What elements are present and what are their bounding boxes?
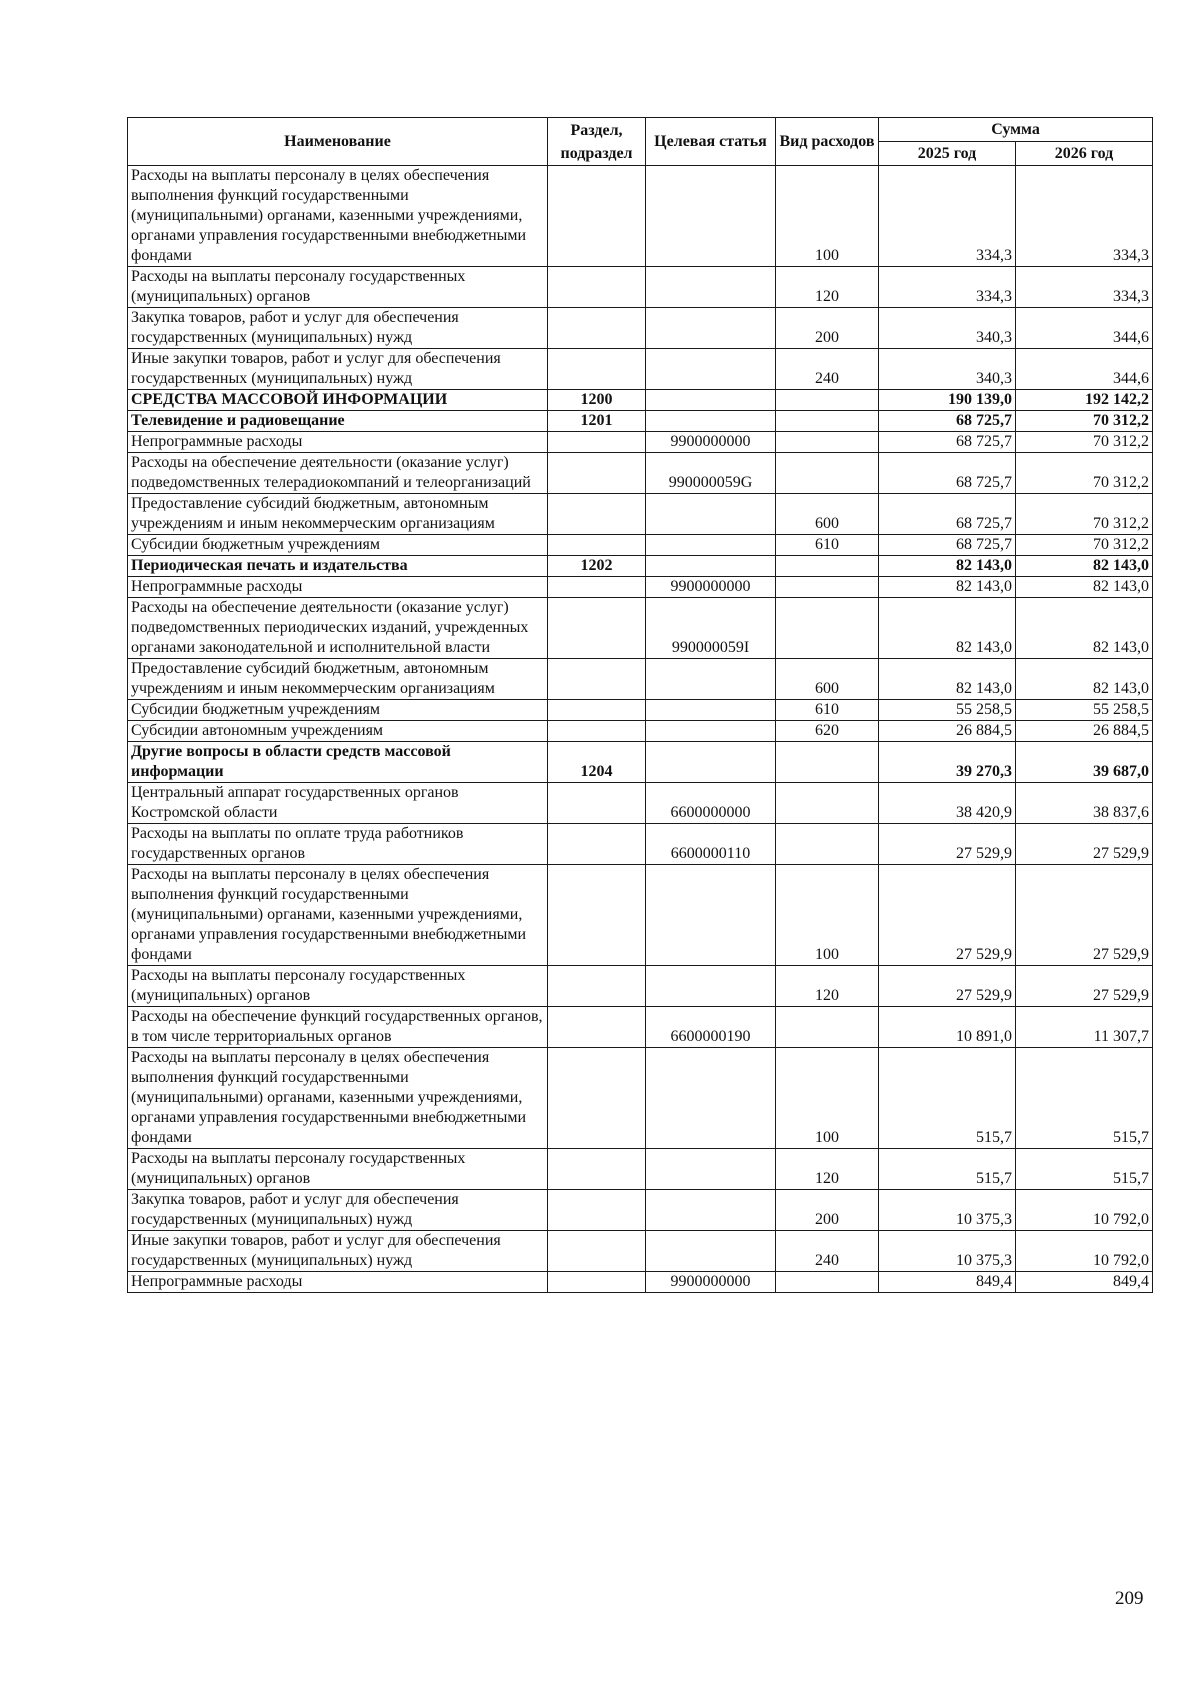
cell-target: 6600000000 — [646, 783, 776, 824]
cell-type — [776, 598, 879, 659]
cell-2025: 27 529,9 — [879, 966, 1016, 1007]
header-name: Наименование — [128, 118, 548, 166]
cell-section — [548, 1149, 646, 1190]
cell-section — [548, 783, 646, 824]
cell-name: Расходы на выплаты персоналу в целях обеспечения выполнения функций государственными (муниципальными) органами, казенными учреждениями, органами управления государственными внебюджетными фондами — [128, 166, 548, 267]
cell-2026: 70 312,2 — [1016, 494, 1153, 535]
cell-2026: 39 687,0 — [1016, 742, 1153, 783]
header-year-2025: 2025 год — [879, 142, 1016, 166]
cell-section — [548, 721, 646, 742]
cell-target — [646, 390, 776, 411]
cell-section — [548, 1190, 646, 1231]
table-row — [128, 494, 1153, 535]
cell-type: 600 — [776, 494, 879, 535]
cell-type: 610 — [776, 535, 879, 556]
cell-section — [548, 659, 646, 700]
cell-2026: 10 792,0 — [1016, 1231, 1153, 1272]
cell-type: 200 — [776, 1190, 879, 1231]
table-row — [128, 966, 1153, 1007]
cell-type: 240 — [776, 349, 879, 390]
cell-section: 1204 — [548, 742, 646, 783]
cell-section: 1201 — [548, 411, 646, 432]
table-row — [128, 453, 1153, 494]
cell-type: 200 — [776, 308, 879, 349]
cell-type: 610 — [776, 700, 879, 721]
cell-type — [776, 556, 879, 577]
cell-2025: 340,3 — [879, 308, 1016, 349]
cell-2025: 515,7 — [879, 1149, 1016, 1190]
cell-name: Непрограммные расходы — [128, 577, 548, 598]
cell-2025: 38 420,9 — [879, 783, 1016, 824]
cell-type: 620 — [776, 721, 879, 742]
cell-2025: 55 258,5 — [879, 700, 1016, 721]
cell-2025: 10 375,3 — [879, 1231, 1016, 1272]
cell-target — [646, 966, 776, 1007]
cell-2026: 82 143,0 — [1016, 577, 1153, 598]
table-row — [128, 1007, 1153, 1048]
header-year-2026: 2026 год — [1016, 142, 1153, 166]
cell-2025: 82 143,0 — [879, 598, 1016, 659]
cell-2025: 68 725,7 — [879, 411, 1016, 432]
cell-target — [646, 556, 776, 577]
cell-2026: 55 258,5 — [1016, 700, 1153, 721]
cell-2025: 68 725,7 — [879, 494, 1016, 535]
cell-name: Расходы на выплаты персоналу в целях обеспечения выполнения функций государственными (муниципальными) органами, казенными учреждениями, органами управления государственными внебюджетными фондами — [128, 865, 548, 966]
cell-name: Закупка товаров, работ и услуг для обеспечения государственных (муниципальных) нужд — [128, 308, 548, 349]
cell-name: Субсидии бюджетным учреждениям — [128, 535, 548, 556]
cell-2026: 70 312,2 — [1016, 411, 1153, 432]
cell-2026: 82 143,0 — [1016, 598, 1153, 659]
header-sum: Сумма — [879, 118, 1153, 142]
cell-2025: 26 884,5 — [879, 721, 1016, 742]
table-row — [128, 1190, 1153, 1231]
cell-type: 100 — [776, 1048, 879, 1149]
cell-type — [776, 432, 879, 453]
cell-2025: 10 375,3 — [879, 1190, 1016, 1231]
cell-target — [646, 1149, 776, 1190]
cell-name: Предоставление субсидий бюджетным, автономным учреждениям и иным некоммерческим организациям — [128, 659, 548, 700]
cell-section — [548, 432, 646, 453]
cell-2025: 849,4 — [879, 1272, 1016, 1293]
cell-target — [646, 166, 776, 267]
cell-2025: 334,3 — [879, 166, 1016, 267]
cell-2026: 192 142,2 — [1016, 390, 1153, 411]
cell-2025: 68 725,7 — [879, 535, 1016, 556]
cell-section — [548, 577, 646, 598]
table-row — [128, 1048, 1153, 1149]
cell-name: Непрограммные расходы — [128, 432, 548, 453]
cell-type — [776, 411, 879, 432]
cell-section — [548, 535, 646, 556]
table-row — [128, 308, 1153, 349]
cell-type: 240 — [776, 1231, 879, 1272]
cell-2026: 27 529,9 — [1016, 966, 1153, 1007]
cell-name: Центральный аппарат государственных органов Костромской области — [128, 783, 548, 824]
cell-section — [548, 1231, 646, 1272]
cell-2025: 10 891,0 — [879, 1007, 1016, 1048]
cell-name: Субсидии автономным учреждениям — [128, 721, 548, 742]
table-row — [128, 556, 1153, 577]
cell-section: 1200 — [548, 390, 646, 411]
cell-2026: 334,3 — [1016, 166, 1153, 267]
cell-section — [548, 308, 646, 349]
table-row — [128, 659, 1153, 700]
cell-target — [646, 1231, 776, 1272]
cell-target — [646, 411, 776, 432]
cell-2026: 10 792,0 — [1016, 1190, 1153, 1231]
cell-name: Расходы на выплаты персоналу в целях обеспечения выполнения функций государственными (муниципальными) органами, казенными учреждениями, органами управления государственными внебюджетными фондами — [128, 1048, 548, 1149]
header-target: Целевая статья — [646, 118, 776, 166]
cell-2025: 27 529,9 — [879, 865, 1016, 966]
header-type: Вид расходов — [776, 118, 879, 166]
table-row — [128, 700, 1153, 721]
cell-2026: 515,7 — [1016, 1149, 1153, 1190]
cell-name: Закупка товаров, работ и услуг для обеспечения государственных (муниципальных) нужд — [128, 1190, 548, 1231]
cell-target — [646, 659, 776, 700]
cell-name: Субсидии бюджетным учреждениям — [128, 700, 548, 721]
cell-name: Другие вопросы в области средств массовой информации — [128, 742, 548, 783]
cell-2026: 27 529,9 — [1016, 824, 1153, 865]
cell-name: Расходы на обеспечение функций государственных органов, в том числе территориальных органов — [128, 1007, 548, 1048]
table-row — [128, 598, 1153, 659]
cell-name: Расходы на обеспечение деятельности (оказание услуг) подведомственных телерадиокомпаний и телеорганизаций — [128, 453, 548, 494]
cell-section — [548, 824, 646, 865]
cell-section — [548, 966, 646, 1007]
cell-2026: 38 837,6 — [1016, 783, 1153, 824]
cell-type: 100 — [776, 865, 879, 966]
cell-2025: 82 143,0 — [879, 556, 1016, 577]
cell-type — [776, 1272, 879, 1293]
cell-section — [548, 1272, 646, 1293]
cell-2025: 82 143,0 — [879, 659, 1016, 700]
cell-2025: 190 139,0 — [879, 390, 1016, 411]
cell-type — [776, 742, 879, 783]
cell-type — [776, 453, 879, 494]
table-body — [128, 166, 1153, 1293]
table-row — [128, 432, 1153, 453]
cell-name: Иные закупки товаров, работ и услуг для обеспечения государственных (муниципальных) нужд — [128, 1231, 548, 1272]
cell-type: 600 — [776, 659, 879, 700]
cell-name: Непрограммные расходы — [128, 1272, 548, 1293]
cell-2026: 515,7 — [1016, 1048, 1153, 1149]
cell-type: 120 — [776, 1149, 879, 1190]
cell-name: Расходы на обеспечение деятельности (оказание услуг) подведомственных периодических изданий, учрежденных органами законодательной и исполнительной власти — [128, 598, 548, 659]
table-header — [128, 118, 1153, 166]
cell-name: Телевидение и радиовещание — [128, 411, 548, 432]
cell-section: 1202 — [548, 556, 646, 577]
cell-name: Иные закупки товаров, работ и услуг для обеспечения государственных (муниципальных) нужд — [128, 349, 548, 390]
header-section: Раздел, подраздел — [548, 118, 646, 166]
cell-target: 990000059G — [646, 453, 776, 494]
cell-2026: 27 529,9 — [1016, 865, 1153, 966]
cell-section — [548, 598, 646, 659]
table-row — [128, 535, 1153, 556]
cell-target: 990000059I — [646, 598, 776, 659]
cell-name: Расходы на выплаты персоналу государственных (муниципальных) органов — [128, 1149, 548, 1190]
cell-2025: 82 143,0 — [879, 577, 1016, 598]
cell-2025: 39 270,3 — [879, 742, 1016, 783]
cell-target: 6600000190 — [646, 1007, 776, 1048]
cell-2026: 82 143,0 — [1016, 556, 1153, 577]
cell-target — [646, 1048, 776, 1149]
cell-type: 120 — [776, 966, 879, 1007]
cell-section — [548, 1048, 646, 1149]
table-row — [128, 824, 1153, 865]
cell-target: 9900000000 — [646, 1272, 776, 1293]
cell-target — [646, 742, 776, 783]
cell-target — [646, 308, 776, 349]
table-row — [128, 1149, 1153, 1190]
cell-target — [646, 494, 776, 535]
cell-section — [548, 453, 646, 494]
cell-section — [548, 1007, 646, 1048]
cell-section — [548, 166, 646, 267]
cell-2026: 70 312,2 — [1016, 453, 1153, 494]
cell-2026: 11 307,7 — [1016, 1007, 1153, 1048]
cell-name: Расходы на выплаты персоналу государственных (муниципальных) органов — [128, 966, 548, 1007]
cell-section — [548, 267, 646, 308]
table-row — [128, 1272, 1153, 1293]
cell-2025: 340,3 — [879, 349, 1016, 390]
cell-2025: 515,7 — [879, 1048, 1016, 1149]
cell-section — [548, 349, 646, 390]
page-number: 209 — [1115, 1588, 1144, 1609]
table-row — [128, 390, 1153, 411]
cell-2025: 334,3 — [879, 267, 1016, 308]
cell-type — [776, 390, 879, 411]
cell-target: 9900000000 — [646, 432, 776, 453]
cell-target — [646, 535, 776, 556]
cell-target — [646, 700, 776, 721]
table-row — [128, 721, 1153, 742]
cell-target: 6600000110 — [646, 824, 776, 865]
cell-name: СРЕДСТВА МАССОВОЙ ИНФОРМАЦИИ — [128, 390, 548, 411]
table-row — [128, 865, 1153, 966]
cell-target — [646, 267, 776, 308]
cell-2025: 68 725,7 — [879, 453, 1016, 494]
cell-section — [548, 700, 646, 721]
cell-2025: 27 529,9 — [879, 824, 1016, 865]
table-row — [128, 166, 1153, 267]
cell-type — [776, 577, 879, 598]
cell-2026: 849,4 — [1016, 1272, 1153, 1293]
table-row — [128, 1231, 1153, 1272]
cell-type: 100 — [776, 166, 879, 267]
cell-2026: 70 312,2 — [1016, 535, 1153, 556]
cell-name: Расходы на выплаты по оплате труда работников государственных органов — [128, 824, 548, 865]
cell-target — [646, 865, 776, 966]
cell-2026: 26 884,5 — [1016, 721, 1153, 742]
table-row — [128, 267, 1153, 308]
table-row — [128, 411, 1153, 432]
cell-section — [548, 494, 646, 535]
budget-table — [127, 117, 1153, 1293]
cell-2026: 344,6 — [1016, 308, 1153, 349]
table-row — [128, 742, 1153, 783]
cell-type — [776, 824, 879, 865]
cell-type — [776, 1007, 879, 1048]
table-row — [128, 577, 1153, 598]
cell-name: Периодическая печать и издательства — [128, 556, 548, 577]
cell-2026: 70 312,2 — [1016, 432, 1153, 453]
cell-type — [776, 783, 879, 824]
cell-name: Расходы на выплаты персоналу государственных (муниципальных) органов — [128, 267, 548, 308]
cell-2026: 334,3 — [1016, 267, 1153, 308]
cell-target — [646, 349, 776, 390]
cell-section — [548, 865, 646, 966]
cell-2025: 68 725,7 — [879, 432, 1016, 453]
cell-name: Предоставление субсидий бюджетным, автономным учреждениям и иным некоммерческим организациям — [128, 494, 548, 535]
table-row — [128, 349, 1153, 390]
cell-target — [646, 1190, 776, 1231]
cell-type: 120 — [776, 267, 879, 308]
cell-2026: 344,6 — [1016, 349, 1153, 390]
cell-2026: 82 143,0 — [1016, 659, 1153, 700]
cell-target: 9900000000 — [646, 577, 776, 598]
cell-target — [646, 721, 776, 742]
table-row — [128, 783, 1153, 824]
